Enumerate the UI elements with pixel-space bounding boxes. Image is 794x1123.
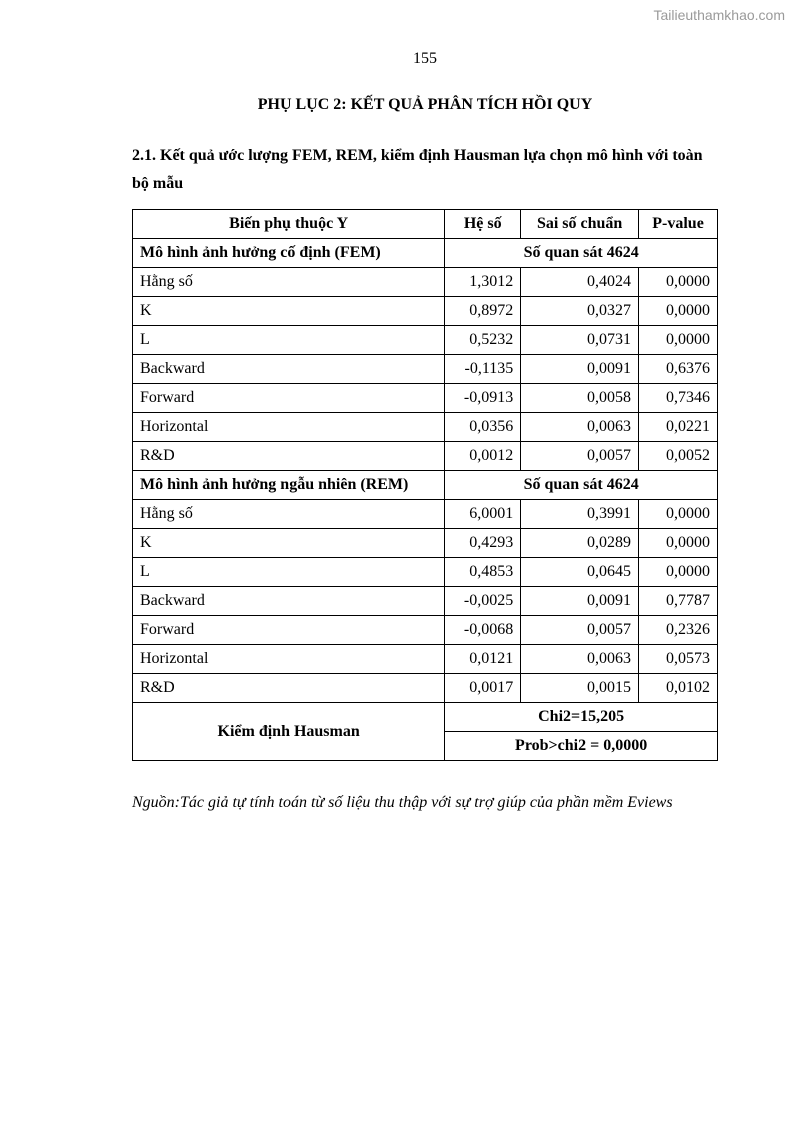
rem-title: Mô hình ảnh hưởng ngẫu nhiên (REM) [133, 471, 445, 500]
fem-coefficient-cell: 0,8972 [445, 297, 521, 326]
rem-variable-cell: L [133, 558, 445, 587]
rem-p-value-cell: 0,0000 [639, 529, 718, 558]
watermark: Tailieuthamkhao.com [653, 7, 785, 23]
fem-standard-error-cell: 0,0091 [521, 355, 639, 384]
header-coefficient: Hệ số [445, 210, 521, 239]
rem-standard-error-cell: 0,0057 [521, 616, 639, 645]
fem-observations: Số quan sát 4624 [445, 239, 718, 268]
rem-section-row [133, 471, 718, 500]
fem-variable-cell: K [133, 297, 445, 326]
appendix-title: PHỤ LỤC 2: KẾT QUẢ PHÂN TÍCH HỒI QUY [257, 96, 593, 113]
table-row [133, 616, 718, 645]
source-note: Nguồn:Tác giả tự tính toán từ số liệu thu thập với sự trợ giúp của phần mềm Eviews [132, 794, 673, 811]
fem-standard-error-cell: 0,0058 [521, 384, 639, 413]
rem-p-value-cell: 0,0000 [639, 500, 718, 529]
fem-coefficient-cell: 0,0012 [445, 442, 521, 471]
rem-standard-error-cell: 0,3991 [521, 500, 639, 529]
rem-standard-error-cell: 0,0091 [521, 587, 639, 616]
fem-standard-error-cell: 0,0731 [521, 326, 639, 355]
table-row [133, 413, 718, 442]
table-row [133, 297, 718, 326]
rem-coefficient-cell: 0,4293 [445, 529, 521, 558]
table-row [133, 355, 718, 384]
table-row [133, 268, 718, 297]
fem-p-value-cell: 0,7346 [639, 384, 718, 413]
rem-variable-cell: Forward [133, 616, 445, 645]
fem-variable-cell: R&D [133, 442, 445, 471]
fem-coefficient-cell: 0,5232 [445, 326, 521, 355]
hausman-row-chi2 [133, 703, 718, 732]
header-standard-error: Sai số chuẩn [521, 210, 639, 239]
rem-standard-error-cell: 0,0645 [521, 558, 639, 587]
fem-p-value-cell: 0,6376 [639, 355, 718, 384]
rem-variable-cell: Horizontal [133, 645, 445, 674]
rem-p-value-cell: 0,0573 [639, 645, 718, 674]
fem-standard-error-cell: 0,0327 [521, 297, 639, 326]
rem-standard-error-cell: 0,0289 [521, 529, 639, 558]
rem-coefficient-cell: 0,0121 [445, 645, 521, 674]
header-dependent-variable: Biến phụ thuộc Y [133, 210, 445, 239]
fem-title: Mô hình ảnh hưởng cố định (FEM) [133, 239, 445, 268]
table-row [133, 326, 718, 355]
rem-p-value-cell: 0,0000 [639, 558, 718, 587]
hausman-chi2: Chi2=15,205 [445, 703, 718, 732]
fem-standard-error-cell: 0,0063 [521, 413, 639, 442]
rem-coefficient-cell: -0,0068 [445, 616, 521, 645]
fem-standard-error-cell: 0,0057 [521, 442, 639, 471]
table-row [133, 442, 718, 471]
table-row [133, 500, 718, 529]
table-row [133, 384, 718, 413]
fem-p-value-cell: 0,0221 [639, 413, 718, 442]
header-p-value: P-value [639, 210, 718, 239]
rem-coefficient-cell: 6,0001 [445, 500, 521, 529]
section-heading: 2.1. Kết quả ước lượng FEM, REM, kiểm định Hausman lựa chọn mô hình với toàn bộ mẫu [132, 147, 703, 192]
fem-p-value-cell: 0,0052 [639, 442, 718, 471]
rem-coefficient-cell: -0,0025 [445, 587, 521, 616]
rem-variable-cell: K [133, 529, 445, 558]
rem-standard-error-cell: 0,0015 [521, 674, 639, 703]
fem-variable-cell: Horizontal [133, 413, 445, 442]
rem-p-value-cell: 0,0102 [639, 674, 718, 703]
fem-section-row [133, 239, 718, 268]
rem-variable-cell: R&D [133, 674, 445, 703]
fem-coefficient-cell: 1,3012 [445, 268, 521, 297]
table-row [133, 558, 718, 587]
rem-coefficient-cell: 0,0017 [445, 674, 521, 703]
hausman-label: Kiểm định Hausman [133, 703, 445, 761]
fem-variable-cell: L [133, 326, 445, 355]
fem-coefficient-cell: -0,0913 [445, 384, 521, 413]
table-row [133, 674, 718, 703]
fem-p-value-cell: 0,0000 [639, 297, 718, 326]
rem-p-value-cell: 0,7787 [639, 587, 718, 616]
fem-variable-cell: Hằng số [133, 268, 445, 297]
hausman-prob: Prob>chi2 = 0,0000 [445, 732, 718, 761]
rem-observations: Số quan sát 4624 [445, 471, 718, 500]
rem-variable-cell: Hằng số [133, 500, 445, 529]
fem-variable-cell: Backward [133, 355, 445, 384]
regression-results-table [132, 209, 718, 761]
fem-coefficient-cell: -0,1135 [445, 355, 521, 384]
rem-p-value-cell: 0,2326 [639, 616, 718, 645]
page-number: 155 [413, 50, 437, 67]
fem-standard-error-cell: 0,4024 [521, 268, 639, 297]
fem-variable-cell: Forward [133, 384, 445, 413]
table-row [133, 529, 718, 558]
fem-coefficient-cell: 0,0356 [445, 413, 521, 442]
rem-variable-cell: Backward [133, 587, 445, 616]
table-header-row [133, 210, 718, 239]
rem-coefficient-cell: 0,4853 [445, 558, 521, 587]
table-row [133, 645, 718, 674]
fem-p-value-cell: 0,0000 [639, 326, 718, 355]
rem-standard-error-cell: 0,0063 [521, 645, 639, 674]
table-row [133, 587, 718, 616]
fem-p-value-cell: 0,0000 [639, 268, 718, 297]
